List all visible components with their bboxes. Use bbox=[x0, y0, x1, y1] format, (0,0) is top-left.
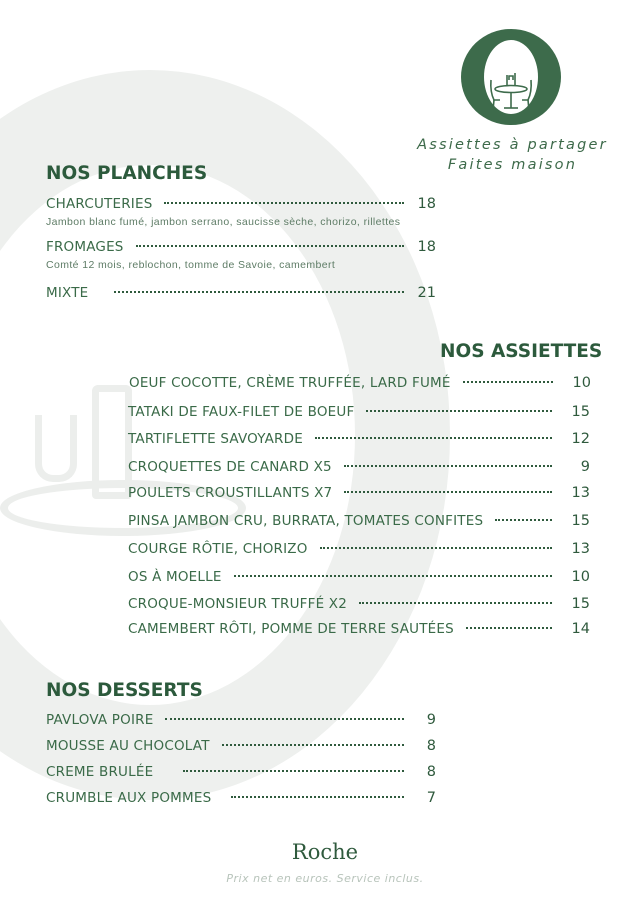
section-title-assiettes: NOS ASSIETTES bbox=[440, 341, 603, 362]
menu-item-price: 10 bbox=[572, 375, 591, 391]
menu-item bbox=[128, 459, 590, 475]
menu-item-price: 18 bbox=[417, 239, 436, 255]
menu-item-name: TATAKI DE FAUX-FILET DE BOEUF bbox=[128, 404, 355, 420]
menu-item bbox=[128, 513, 590, 529]
tagline-line-2: Faites maison bbox=[447, 157, 578, 173]
menu-item-name: CROQUE-MONSIEUR TRUFFÉ X2 bbox=[128, 596, 348, 612]
menu-item bbox=[128, 485, 590, 501]
menu-item bbox=[46, 712, 436, 728]
menu-item bbox=[128, 541, 590, 557]
section-title-planches: NOS PLANCHES bbox=[46, 163, 208, 184]
dot-leader bbox=[234, 575, 552, 577]
dot-leader bbox=[366, 410, 552, 412]
menu-item-name: CAMEMBERT RÔTI, POMME DE TERRE SAUTÉES bbox=[128, 621, 454, 637]
menu-item-name: TARTIFLETTE SAVOYARDE bbox=[128, 431, 303, 447]
menu-item-price: 21 bbox=[417, 285, 436, 301]
menu-item-name: PINSA JAMBON CRU, BURRATA, TOMATES CONFITES bbox=[128, 513, 484, 529]
menu-item bbox=[129, 375, 591, 391]
menu-item-price: 12 bbox=[571, 431, 590, 447]
dot-leader bbox=[114, 291, 404, 293]
dot-leader bbox=[495, 519, 552, 521]
menu-item-price: 13 bbox=[571, 541, 590, 557]
dot-leader bbox=[344, 465, 552, 467]
menu-item bbox=[46, 790, 436, 806]
menu-item-description: Jambon blanc fumé, jambon serrano, saucisse sèche, chorizo, rillettes bbox=[46, 216, 401, 228]
menu-item-name: PAVLOVA POIRE bbox=[46, 712, 154, 728]
menu-item bbox=[46, 285, 436, 301]
footer-note: Prix net en euros. Service inclus. bbox=[226, 872, 424, 885]
tagline-line-1: Assiettes à partager bbox=[417, 137, 608, 153]
menu-item-price: 13 bbox=[571, 485, 590, 501]
menu-item-price: 9 bbox=[580, 459, 590, 475]
menu-item-price: 8 bbox=[426, 764, 436, 780]
menu-item bbox=[128, 404, 590, 420]
dot-leader bbox=[344, 491, 552, 493]
menu-item bbox=[46, 738, 436, 754]
section-title-desserts: NOS DESSERTS bbox=[46, 680, 203, 701]
dot-leader bbox=[222, 744, 404, 746]
menu-item-name: CREME BRULÉE bbox=[46, 764, 154, 780]
dot-leader bbox=[183, 770, 404, 772]
dot-leader bbox=[320, 547, 552, 549]
restaurant-logo-icon bbox=[460, 28, 562, 126]
menu-item-name: MOUSSE AU CHOCOLAT bbox=[46, 738, 210, 754]
brand-logo: Roche bbox=[291, 840, 359, 864]
menu-item-name: POULETS CROUSTILLANTS X7 bbox=[128, 485, 333, 501]
menu-item-price: 15 bbox=[571, 596, 590, 612]
menu-item bbox=[128, 569, 590, 585]
menu-item bbox=[46, 764, 436, 780]
menu-item-name: FROMAGES bbox=[46, 239, 124, 255]
menu-item bbox=[46, 196, 436, 212]
dot-leader bbox=[164, 202, 404, 204]
menu-item-description: Comté 12 mois, reblochon, tomme de Savoie, camembert bbox=[46, 259, 336, 271]
dot-leader bbox=[165, 718, 404, 720]
dot-leader bbox=[315, 437, 552, 439]
dot-leader bbox=[136, 245, 404, 247]
dot-leader bbox=[359, 602, 552, 604]
menu-item-price: 7 bbox=[426, 790, 436, 806]
menu-item-price: 15 bbox=[571, 513, 590, 529]
menu-item-name: OEUF COCOTTE, CRÈME TRUFFÉE, LARD FUMÉ bbox=[129, 375, 451, 391]
menu-item bbox=[46, 239, 436, 255]
menu-item-price: 9 bbox=[426, 712, 436, 728]
menu-item-price: 15 bbox=[571, 404, 590, 420]
menu-item bbox=[128, 596, 590, 612]
dot-leader bbox=[466, 627, 552, 629]
menu-item-name: MIXTE bbox=[46, 285, 89, 301]
dot-leader bbox=[231, 796, 404, 798]
menu-item bbox=[128, 431, 590, 447]
menu-item-name: CRUMBLE AUX POMMES bbox=[46, 790, 212, 806]
menu-item-price: 14 bbox=[571, 621, 590, 637]
menu-item-price: 18 bbox=[417, 196, 436, 212]
dot-leader bbox=[463, 381, 553, 383]
menu-item-name: CHARCUTERIES bbox=[46, 196, 153, 212]
menu-item bbox=[128, 621, 590, 637]
menu-item-price: 10 bbox=[571, 569, 590, 585]
menu-item-name: COURGE RÔTIE, CHORIZO bbox=[128, 541, 308, 557]
menu-item-name: OS À MOELLE bbox=[128, 569, 222, 585]
menu-item-name: CROQUETTES DE CANARD X5 bbox=[128, 459, 332, 475]
menu-item-price: 8 bbox=[426, 738, 436, 754]
